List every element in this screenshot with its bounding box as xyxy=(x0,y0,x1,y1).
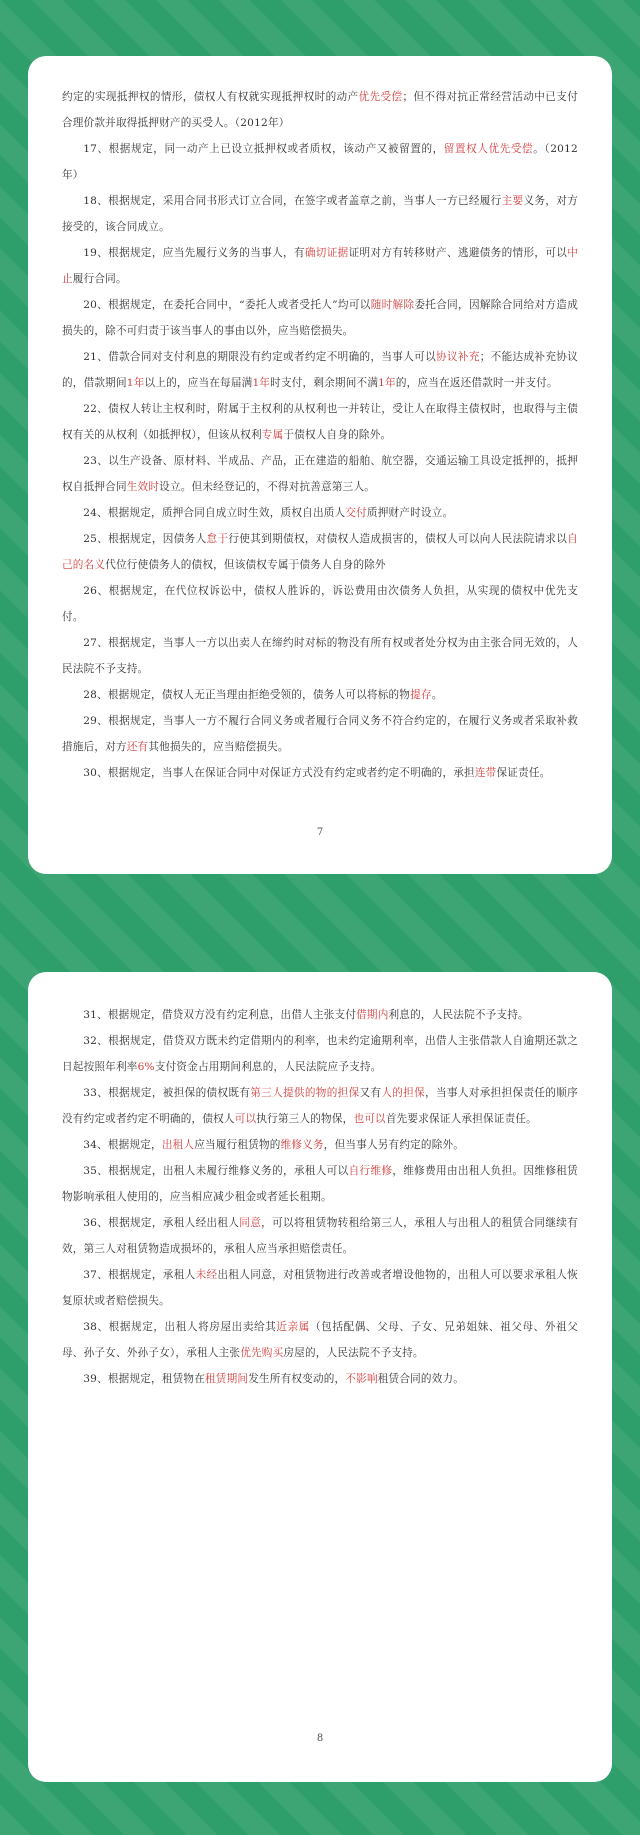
highlighted-text: 随时解除 xyxy=(370,299,415,311)
paragraph xyxy=(62,500,578,526)
paragraph xyxy=(62,578,578,630)
paragraph xyxy=(62,84,578,136)
document-page-7 xyxy=(28,56,612,874)
paragraph-text: 于债权人自身的除外。 xyxy=(283,429,392,441)
paragraph-text: 又有 xyxy=(359,1087,382,1099)
paragraph-text: 以上的，应当在每届满 xyxy=(144,377,253,389)
paragraph xyxy=(62,1080,578,1132)
highlighted-text: 1年 xyxy=(126,377,145,389)
highlighted-text: 生效时 xyxy=(126,481,160,493)
highlighted-text: 自己的名义 xyxy=(62,533,578,571)
paragraph-text: 32、根据规定，借贷双方既未约定借期内的利率，也未约定逾期利率，出借人主张借款人自逾期还款之日起按照年利率 xyxy=(62,1035,578,1073)
paragraph-text: 。 xyxy=(431,689,443,701)
highlighted-text: 人的担保 xyxy=(381,1087,426,1099)
highlighted-text: 优先购买 xyxy=(240,1347,284,1359)
paragraph-text: 其他损失的，应当赔偿损失。 xyxy=(148,741,289,753)
highlighted-text: 不影响 xyxy=(345,1373,378,1385)
paragraph xyxy=(62,396,578,448)
highlighted-text: 未经 xyxy=(195,1269,218,1281)
highlighted-text: 主要 xyxy=(501,195,524,207)
highlighted-text: 1年 xyxy=(252,377,271,389)
paragraph-text: 委托合同，因解除合同给对方造成损失的，除不可归责于该当事人的事由以外，应当赔偿损失。 xyxy=(62,299,578,337)
paragraph-text: 证明对方有转移财产、逃避债务的情形，可以 xyxy=(348,247,568,259)
paragraph-text: 首先要求保证人承担保证责任。 xyxy=(385,1113,537,1125)
paragraph-text: 支付资金占用期间利息的，人民法院应予支持。 xyxy=(154,1061,382,1073)
paragraph-text: ，可以将租赁物转租给第三人，承租人与出租人的租赁合同继续有效，第三人对租赁物造成损坏的，承租人应当承担赔偿责任。 xyxy=(62,1217,578,1255)
highlighted-text: 还有 xyxy=(126,741,149,753)
highlighted-text: 6% xyxy=(137,1061,155,1073)
highlighted-text: 连带 xyxy=(474,767,497,779)
paragraph-text: 质押财产时设立。 xyxy=(366,507,454,519)
paragraph-text: 应当履行租赁物的 xyxy=(194,1139,281,1151)
paragraph-text: 保证责任。 xyxy=(496,767,551,779)
paragraph-text: 38、根据规定，出租人将房屋出卖给其 xyxy=(83,1321,277,1333)
paragraph-text: ，当事人对承担担保责任的顺序没有约定或者约定不明确的，债权人 xyxy=(62,1087,578,1125)
paragraph-text: 24、根据规定，质押合同自成立时生效，质权自出质人 xyxy=(83,507,346,519)
highlighted-text: 优先受偿 xyxy=(358,91,403,103)
paragraph-text: 29、根据规定，当事人一方不履行合同义务或者履行合同义务不符合约定的，在履行义务或者采取补救措施后，对方 xyxy=(62,715,578,753)
paragraph xyxy=(62,292,578,344)
paragraph-text: 。（2012年） xyxy=(62,143,578,181)
paragraph-text: 20、根据规定，在委托合同中，“委托人或者受托人”均可以 xyxy=(83,299,371,311)
paragraph-text: 34、根据规定， xyxy=(83,1139,162,1151)
paragraph-text: 19、根据规定，应当先履行义务的当事人，有 xyxy=(83,247,305,259)
highlighted-text: 自行维修 xyxy=(348,1165,393,1177)
paragraph-text: 30、根据规定，当事人在保证合同中对保证方式没有约定或者约定不明确的，承担 xyxy=(83,767,475,779)
paragraph-text: 18、根据规定，采用合同书形式订立合同，在签字或者盖章之前，当事人一方已经履行 xyxy=(83,195,502,207)
paragraph-text: 26、根据规定，在代位权诉讼中，债权人胜诉的，诉讼费用由次债务人负担，从实现的债权中优先支付。 xyxy=(62,585,578,623)
paragraph xyxy=(62,760,578,786)
paragraph-text: 17、根据规定，同一动产上已设立抵押权或者质权，该动产又被留置的， xyxy=(83,143,444,155)
paragraph xyxy=(62,344,578,396)
highlighted-text: 留置权人优先受偿 xyxy=(443,143,534,155)
paragraph-text: 发生所有权变动的， xyxy=(248,1373,346,1385)
page-number: 8 xyxy=(316,1733,324,1744)
highlighted-text: 专属 xyxy=(261,429,284,441)
paragraph-text: ；不能达成补充协议的，借款期间 xyxy=(62,351,578,389)
paragraph-text: 33、根据规定，被担保的债权既有 xyxy=(83,1087,251,1099)
paragraph-text: ，维修费用由出租人负担。因维修租赁物影响承租人使用的，应当相应减少租金或者延长租期。 xyxy=(62,1165,578,1203)
paragraph xyxy=(62,1262,578,1314)
highlighted-text: 中止 xyxy=(62,247,578,285)
paragraph xyxy=(62,136,578,188)
paragraph xyxy=(62,188,578,240)
highlighted-text: 也可以 xyxy=(353,1113,386,1125)
highlighted-text: 确切证据 xyxy=(304,247,349,259)
page-number: 7 xyxy=(316,827,324,838)
paragraph-text: ；但不得对抗正常经营活动中已支付合理价款并取得抵押财产的买受人。（2012年） xyxy=(62,91,578,129)
paragraph xyxy=(62,448,578,500)
highlighted-text: 怠于 xyxy=(206,533,229,545)
page-body xyxy=(62,1002,578,1392)
paragraph-text: 35、根据规定，出租人未履行维修义务的，承租人可以 xyxy=(83,1165,349,1177)
paragraph xyxy=(62,1028,578,1080)
paragraph-text: 出租人同意，对租赁物进行改善或者增设他物的，出租人可以要求承租人恢复原状或者赔偿损失。 xyxy=(62,1269,578,1307)
paragraph-text: 代位行使债务人的债权，但该债权专属于债务人自身的除外 xyxy=(105,559,386,571)
highlighted-text: 1年 xyxy=(378,377,396,389)
paragraph xyxy=(62,1314,578,1366)
paragraph-text: 27、根据规定，当事人一方以出卖人在缔约时对标的物没有所有权或者处分权为由主张合同无效的，人民法院不予支持。 xyxy=(62,637,578,675)
paragraph-text: 租赁合同的效力。 xyxy=(377,1373,465,1385)
paragraph-text: 28、根据规定，债权人无正当理由拒绝受领的，债务人可以将标的物 xyxy=(83,689,411,701)
paragraph xyxy=(62,1366,578,1392)
highlighted-text: 维修义务 xyxy=(280,1139,324,1151)
paragraph xyxy=(62,1132,578,1158)
paragraph-text: 履行合同。 xyxy=(72,273,127,285)
highlighted-text: 提存 xyxy=(410,689,432,701)
highlighted-text: 协议补充 xyxy=(436,351,480,363)
paragraph xyxy=(62,1158,578,1210)
paragraph-text: 约定的实现抵押权的情形，债权人有权就实现抵押权时的动产 xyxy=(62,91,359,103)
paragraph-text: 利息的，人民法院不予支持。 xyxy=(388,1009,529,1021)
paragraph-text: 义务，对方接受的，该合同成立。 xyxy=(62,195,579,233)
highlighted-text: 借期内 xyxy=(356,1009,389,1021)
paragraph xyxy=(62,1002,578,1028)
paragraph-text: 22、债权人转让主权利时，附属于主权利的从权利也一并转让，受让人在取得主债权时，也取得与主债权有关的从权利（如抵押权），但该从权利 xyxy=(62,403,578,441)
paragraph-text: 31、根据规定，借贷双方没有约定利息，出借人主张支付 xyxy=(83,1009,357,1021)
highlighted-text: 第三人提供的物的担保 xyxy=(250,1087,360,1099)
page-body xyxy=(62,84,578,786)
paragraph-text: 25、根据规定，因债务人 xyxy=(83,533,207,545)
highlighted-text: 同意 xyxy=(239,1217,262,1229)
highlighted-text: 出租人 xyxy=(161,1139,195,1151)
highlighted-text: 租赁期间 xyxy=(205,1373,249,1385)
paragraph xyxy=(62,682,578,708)
highlighted-text: 近亲属 xyxy=(276,1321,310,1333)
paragraph xyxy=(62,630,578,682)
paragraph-text: 房屋的，人民法院不予支持。 xyxy=(283,1347,424,1359)
paragraph-text: 的，应当在返还借款时一并支付。 xyxy=(395,377,558,389)
paragraph-text: 21、借款合同对支付利息的期限没有约定或者约定不明确的，当事人可以 xyxy=(83,351,437,363)
paragraph-text: ，但当事人另有约定的除外。 xyxy=(323,1139,465,1151)
paragraph xyxy=(62,240,578,292)
paragraph-text: 行使其到期债权，对债权人造成损害的，债权人可以向人民法院请求以 xyxy=(228,533,568,545)
paragraph-text: 执行第三人的物保， xyxy=(256,1113,354,1125)
paragraph-text: 37、根据规定，承租人 xyxy=(83,1269,196,1281)
highlighted-text: 交付 xyxy=(345,507,367,519)
paragraph-text: （包括配偶、父母、子女、兄弟姐妹、祖父母、外祖父母、孙子女、外孙子女），承租人主张 xyxy=(62,1321,578,1359)
paragraph-text: 36、根据规定，承租人经出租人 xyxy=(83,1217,240,1229)
highlighted-text: 可以 xyxy=(234,1113,257,1125)
paragraph-text: 设立。但未经登记的，不得对抗善意第三人。 xyxy=(159,481,376,493)
paragraph xyxy=(62,1210,578,1262)
paragraph-text: 39、根据规定，租赁物在 xyxy=(83,1373,206,1385)
document-page-8 xyxy=(28,972,612,1782)
paragraph-text: 23、以生产设备、原材料、半成品、产品，正在建造的船舶、航空器，交通运输工具设定抵押的，抵押权自抵押合同 xyxy=(62,455,578,493)
paragraph-text: 时支付，剩余期间不满 xyxy=(270,377,379,389)
paragraph xyxy=(62,526,578,578)
paragraph xyxy=(62,708,578,760)
